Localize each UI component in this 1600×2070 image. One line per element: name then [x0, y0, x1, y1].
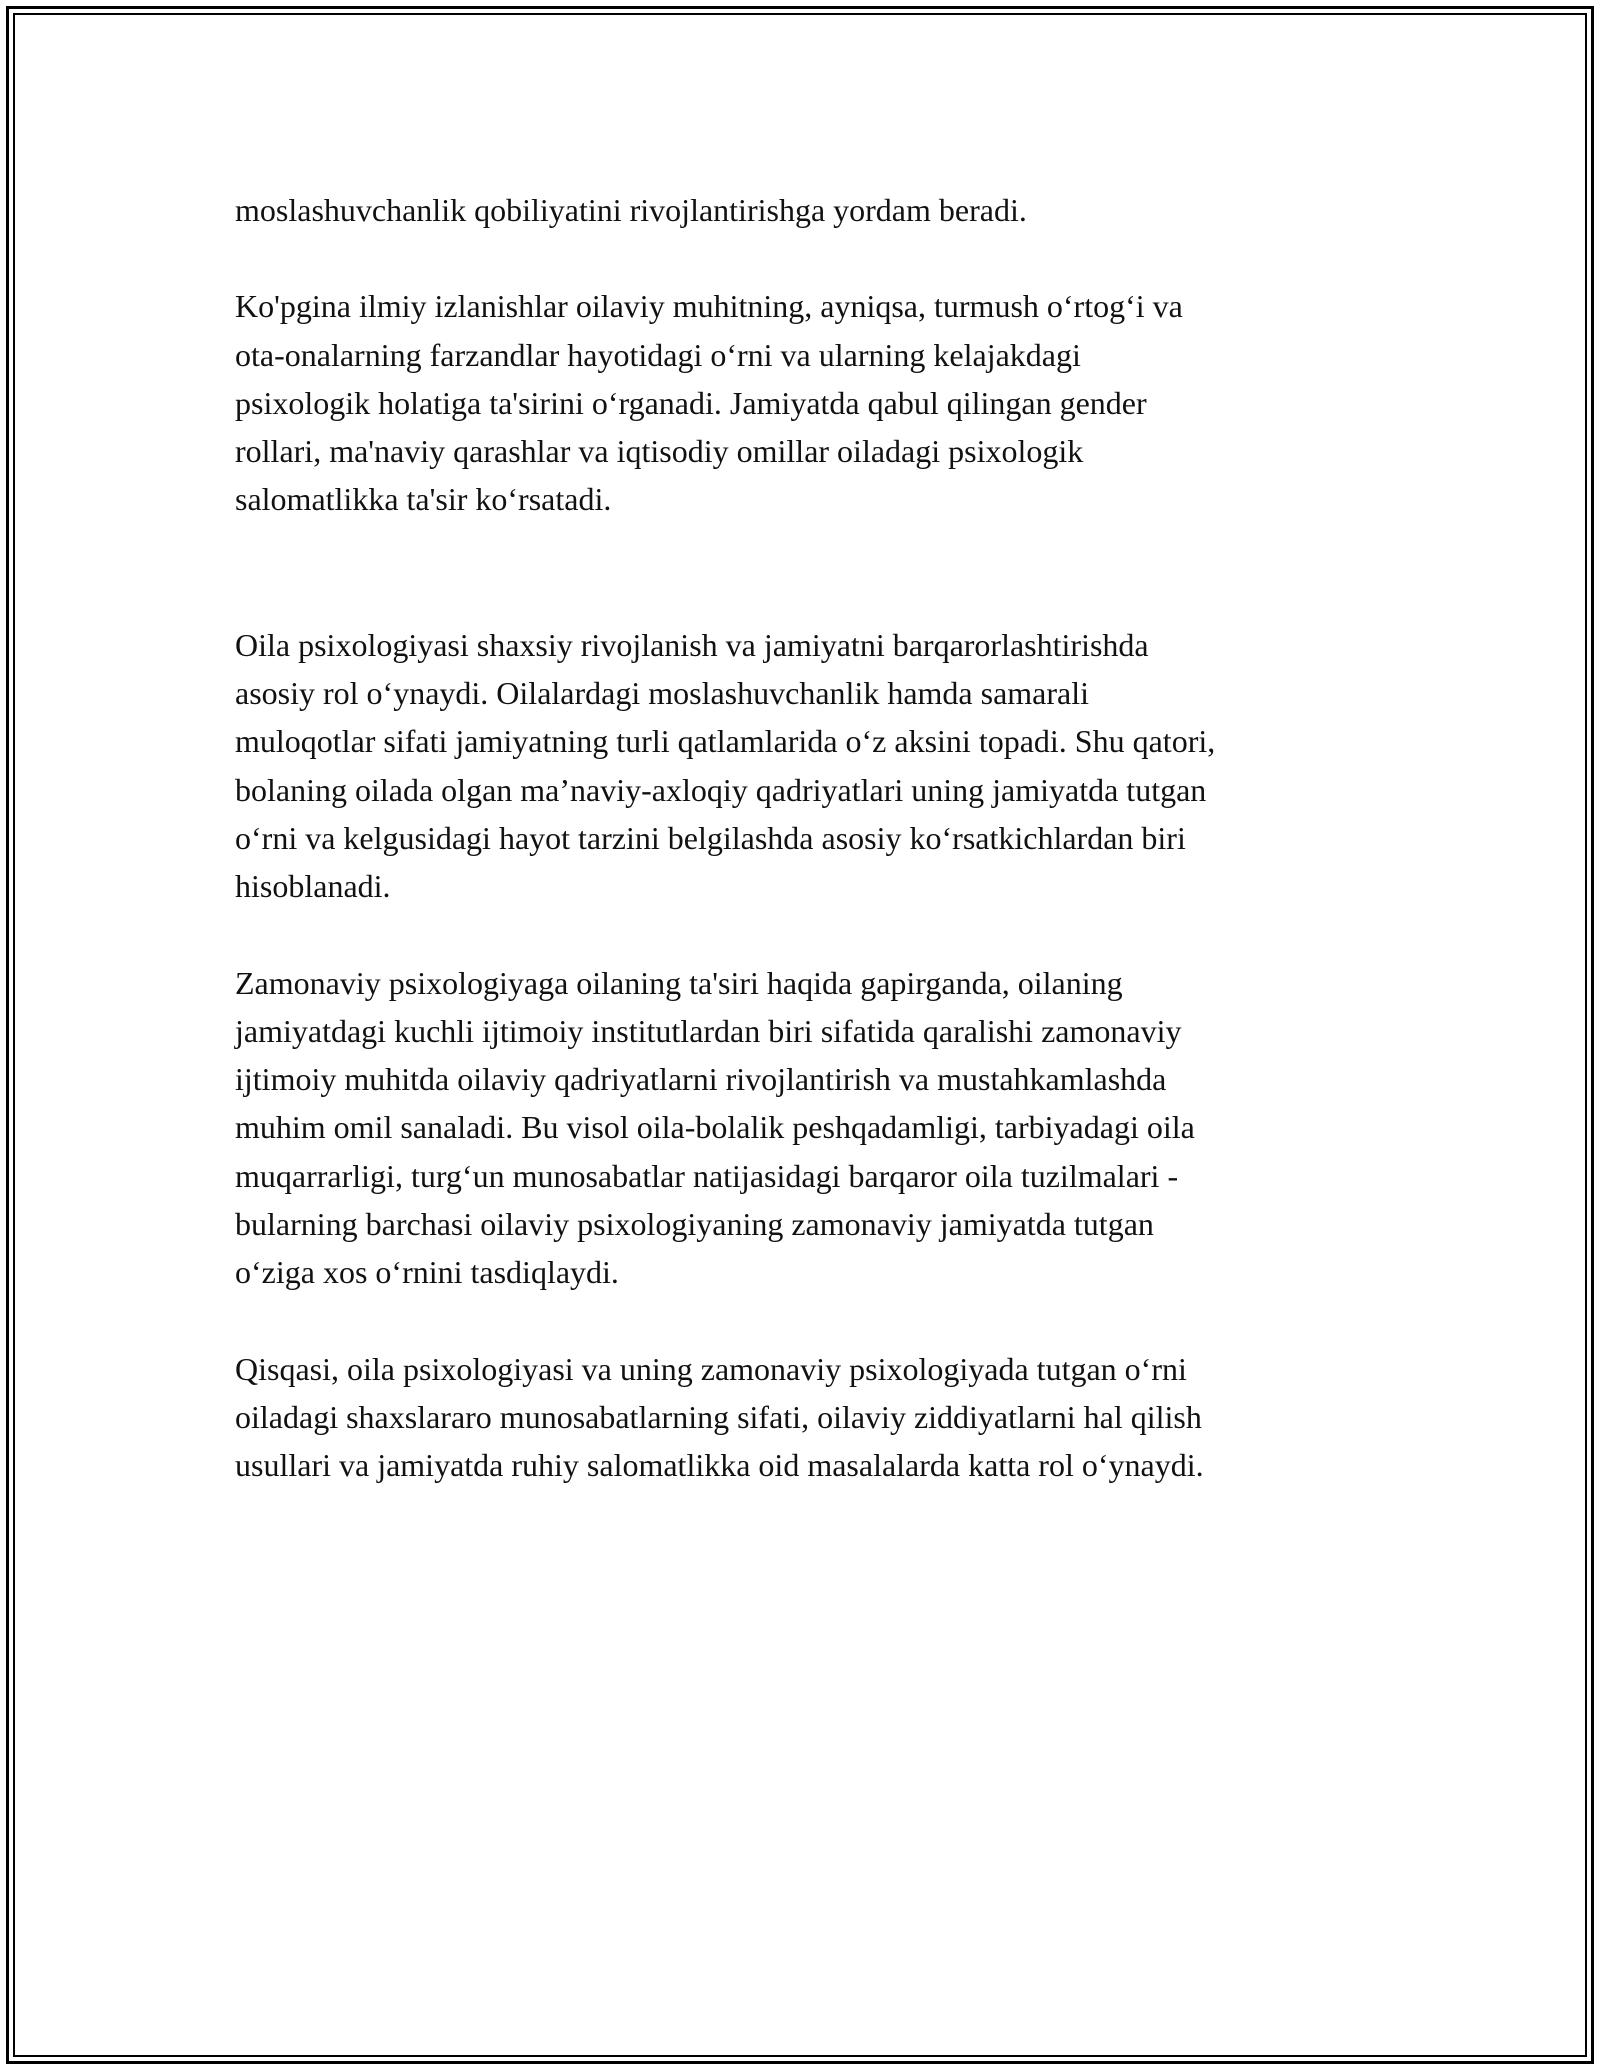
paragraph-spacer	[235, 524, 1395, 621]
document-body	[235, 186, 1395, 1490]
paragraph-spacer	[235, 911, 1395, 959]
paragraph-4: Zamonaviy psixologiyaga oilaning ta'siri haqida gapirganda, oilaning jamiyatdagi kuchli ijtimoiy institutlardan biri sifatida qaralishi zamonaviy ijtimoiy muhitda oilaviy qadriyatlarni rivojlantirish va mustahkamlashda muhim omil sanaladi. Bu visol oila-bolalik peshqadamligi, tarbiyadagi oila muqarrarligi, turg‘un munosabatlar natijasidagi barqaror oila tuzilmalari - bularning barchasi oilaviy psixologiyaning zamonaviy jamiyatda tutgan o‘ziga xos o‘rnini tasdiqlaydi.	[235, 964, 1195, 1291]
paragraph-spacer	[235, 234, 1395, 282]
paragraph-2: Ko'pgina ilmiy izlanishlar oilaviy muhitning, ayniqsa, turmush o‘rtog‘i va ota-onalarning farzandlar hayotidagi o‘rni va ularning kelajakdagi psixologik holatiga ta'sirini o‘rganadi. Jamiyatda qabul qilingan gender rollari, ma'naviy qarashlar va iqtisodiy omillar oiladagi psixologik salomatlikka ta'sir ko‘rsatadi.	[235, 288, 1183, 518]
paragraph-1: moslashuvchanlik qobiliyatini rivojlantirishga yordam beradi.	[235, 192, 1027, 228]
paragraph-5: Qisqasi, oila psixologiyasi va uning zamonaviy psixologiyada tutgan o‘rni oiladagi shaxslararo munosabatlarning sifati, oilaviy ziddiyatlarni hal qilish usullari va jamiyatda ruhiy salomatlikka oid masalalarda katta rol o‘ynaydi.	[235, 1350, 1204, 1484]
paragraph-spacer	[235, 1297, 1395, 1345]
paragraph-3: Oila psixologiyasi shaxsiy rivojlanish va jamiyatni barqarorlashtirishda asosiy rol o‘ynaydi. Oilalardagi moslashuvchanlik hamda samarali muloqotlar sifati jamiyatning turli qatlamlarida o‘z aksini topadi. Shu qatori, bolaning oilada olgan ma’naviy-axloqiy qadriyatlari uning jamiyatda tutgan o‘rni va kelgusidagi hayot tarzini belgilashda asosiy ko‘rsatkichlardan biri hisoblanadi.	[235, 626, 1216, 905]
